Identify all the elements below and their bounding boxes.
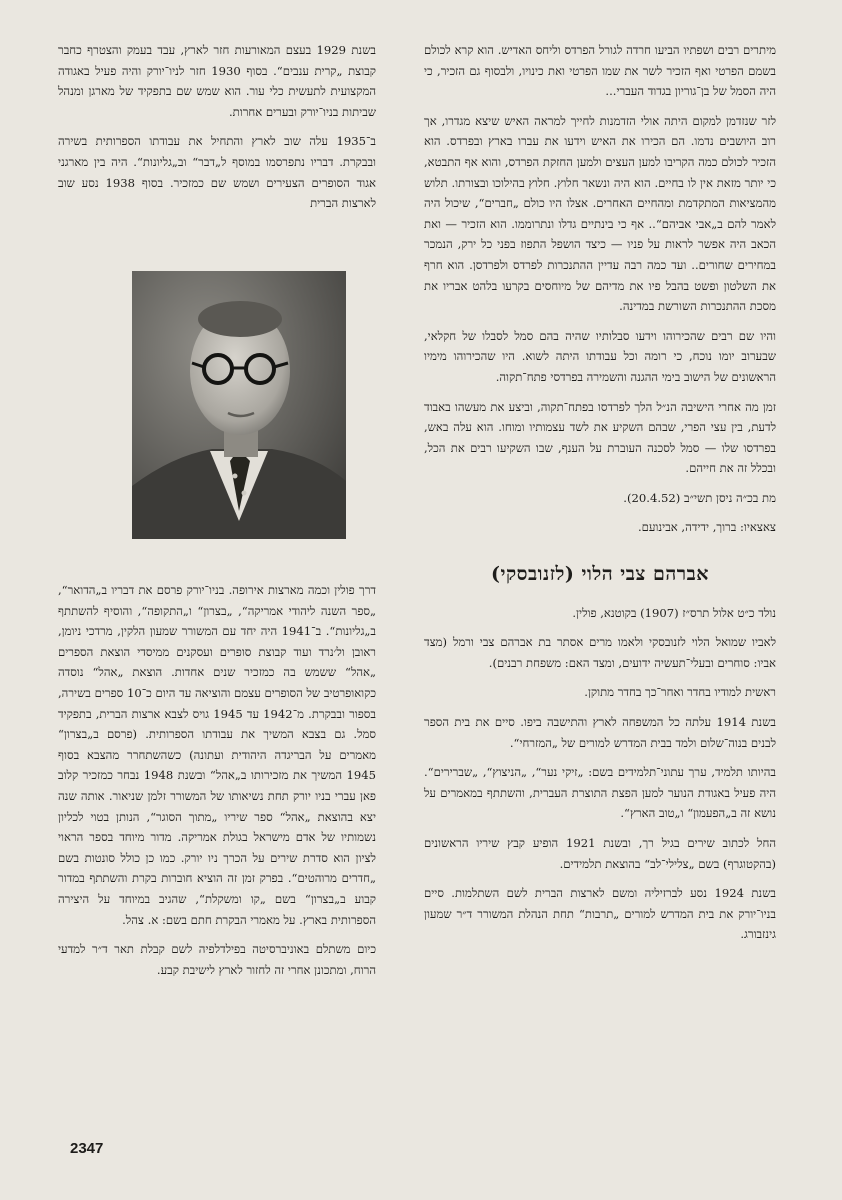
right-paragraph-2: לזר שנזדמן למקום היתה אולי הזדמנות לחייך למראה האיש שיצא מגדרו, אך רוב היושבים נדמו. הם הכירו את האיש וידעו את עברו בארץ ובפרדס. הוא הזכיר לכולם כמה הקריבו למען העצים ולמען החזקת הפרדס, והוא אף התבטא, כי יותר מזאת אין לו בחיים. הוא היה ונשאר חלוץ. חלוץ בהילוכו ובצורתו. תלוש מהמציאות המתקדמת ומהחיים האחרים. אצלו היו כולם „חברים“, שיכול היה לאמר להם ב„אבי אביהם“.. אף כי בינתיים גדלו ונתרוממו. הוא הזכיר — ואת הכאב היה אפשר לראות על פניו — כיצד הושפל התפוז בפני כל ירק, הנמכר במחירים שחורים.. ועד כמה רבה עדיין ההתנכרות לפרדס ולפרדסן. הוא חרף את השלטון ופשט בהבל פיו את מדיהם של מיוחסים בקרעו בלהט אבריו את מסכת ההתנכרות השורשת במדינה.	[424, 113, 776, 314]
portrait-photo	[132, 271, 346, 539]
right-column	[424, 40, 776, 954]
left-paragraph-1: בשנת 1929 בעצם המאורעות חזר לארץ, עבד בעמק והצטרף כחבר קבוצת „קרית ענבים“. בסוף 1930 חזר לניו־יורק והיה פעיל באגודה המקצועית לתעשית כלי עור. הוא שמש שם בתפקיד של מארגן ומנהל שביתות בניו־יורק ובערים אחרות.	[58, 43, 377, 119]
entry-heading: אברהם צבי הלוי (לזנובסקי)	[491, 563, 709, 586]
bio-paragraph-2: לאביו שמואל הלוי לזנובסקי ולאמו מרים אסתר בת אברהם צבי ורמל (מצד אביו: סוחרים ובעלי־תעשיה ידועים, ומצד האם: משפחת רבנים).	[424, 635, 776, 670]
left-column-bottom	[58, 580, 376, 989]
right-paragraph-1: מיתרים רבים ושפתיו הביעו חרדה לגורל הפרדס וליחס האדיש. הוא קרא לכולם בשמם הפרטי ואף הזכיר לשר את שמו הפרטי ואת כינויו, ולבסוף גם הזכיר, כי היה הסמל של בן־גוריון בגדוד העברי...	[424, 43, 776, 99]
bio-paragraph-7: בשנת 1924 נסע לברזיליה ומשם לארצות הברית לשם השתלמות. סיים בניו־יורק את בית המדרש למורים „תרבות“ תחת הנהלת המשורר ד״ר שמעון גינזבורג.	[424, 886, 776, 942]
bio-paragraph-3: ראשית למודיו בחדר ואחר־כך בחדר מתוקן.	[584, 685, 776, 700]
bio-paragraph-4: בשנת 1914 עלתה כל המשפחה לארץ והתישבה ביפו. סיים את בית הספר לבנים בנוה־שלום ולמד בבית המדרש למורים של „המזרחי“.	[424, 715, 776, 750]
right-paragraph-3: והיו שם רבים שהכירוהו וידעו סבלותיו שהיה בהם סמל לסבלו של חקלאי, שבערוב יומו נוכח, כי רומה וכל עבודתו היתה לשוא. היו שהכירוהו מימיו הראשונים של הישוב בימי ההגנה והשמירה בפרדסי פתח־תקוה.	[424, 328, 776, 384]
left-paragraph-4: כיום משתלם באוניברסיטה בפילדלפיה לשם קבלת תאר ד״ר למדעי הרוח, ומתכונן אחרי זה לחזור לארץ לישיבת קבע.	[58, 942, 376, 977]
left-paragraph-3: דרך פולין וכמה מארצות אירופה. בניו־יורק פרסם את דבריו ב„הדואר“, „ספר השנה ליהודי אמריקה“, „בצרון“ ו„התקופה“, והוסיף להשתתף ב„גליונות“. ב־1941 היה יחד עם המשורר שמעון הלקין, מרדכי ניומן, ראובן ול׳נרד ועוד קבוצת סופרים ועסקנים ממיסדי הוצאת הספרים „אהל“ ששמש בה כמזכיר שנים אחדות. הוצאת „אהל“ נוסדה כקואופרטיב של הסופרים עצמם והוציאה עד היום כ־10 ספרים בשירה, בספור ובבקרת. מ־1942 עד 1945 גויס לצבא ארצות הברית, בתפקיד סמל. גם בצבא המשיך את עבודתו הספרותית. (פרסם ב„בצרון“ מאמרים על הבריגדה היהודית ועתונה) כשהשתחרר מהצבא בסוף 1945 המשיך את מזכירותו ב„אהל“ ובשנת 1948 נבחר כמזכיר קלוב פאן עברי בניו יורק תחת נשיאותו של המשורר זלמן שניאור. אותה שנה יצא בהוצאת „אהל“ ספר שיריו „מתוך הסוגר“, הנותן בטוי לכליון נשמותיו של אדם מישראל בגולת אמריקה. מדור מיוחד בספר הראוי לציון הוא סדרת שירים על הכרך ניו יורק. כמו כן כולל סונטות בשם „חדרים מרוהטים“. בפרק זמן זה הוציא חוברות בקרת והשתתף במדור קבוע ב„בצרון“ בשם „קו ומשקלת“, שהגיב במיוחד על היצירה הספרותית בארץ. על מאמרי הבקרת חתם בשם: א. צהל.	[58, 583, 377, 927]
bio-paragraph-5: בהיותו תלמיד, ערך עתוני־תלמידים בשם: „זיקי נער“, „הניצוץ“, „שברירים“. היה פעיל באגודת הנוער למען הפצת התוצרת העברית, והשתתף במאמרים על נושא זה ב„הפעמון“ ו„טוב הארץ“.	[424, 765, 776, 821]
left-column-top	[58, 40, 376, 223]
bio-paragraph-6: החל לכתוב שירים בגיל רך, ובשנת 1921 הופיע קבץ שיריו הראשונים (בהקטוגרף) בשם „צלילי־לב“ בהוצאת תלמידים.	[424, 836, 776, 871]
right-paragraph-4: זמן מה אחרי הישיבה הנ״ל הלך לפרדסו בפתח־תקוה, וביצע את מעשהו באבוד לדעת, בין עצי הפרי, שבהם השקיע את לשד עצמותיו ומוחו. הוא עלה באש, בפרדסו שלו — סמל לסכנה העוברת על הענף, שבו השקיעו רבים את הכל, ובכלל זה את חייהם.	[424, 399, 776, 476]
descendants-line: צאצאיו: ברוך, ידידה, אבינועם.	[637, 520, 776, 535]
page-number: 2347	[70, 1140, 104, 1157]
bio-paragraph-1: נולד כ״ט אלול תרס״ז (1907) בקוטנא, פולין.	[572, 605, 776, 620]
left-paragraph-2: ב־1935 עלה שוב לארץ והתחיל את עבודתו הספרותית בשירה ובבקרת. דבריו נתפרסמו במוסף ל„דבר“ וב„גליונות“. היה בין מארגני אגוד הסופרים הצעירים ושמש שם כמזכיר. בסוף 1938 נסע שוב לארצות הברית	[58, 134, 376, 211]
death-date-line: מת בכ״ה ניסן תשי״ב (20.4.52).	[623, 490, 776, 505]
